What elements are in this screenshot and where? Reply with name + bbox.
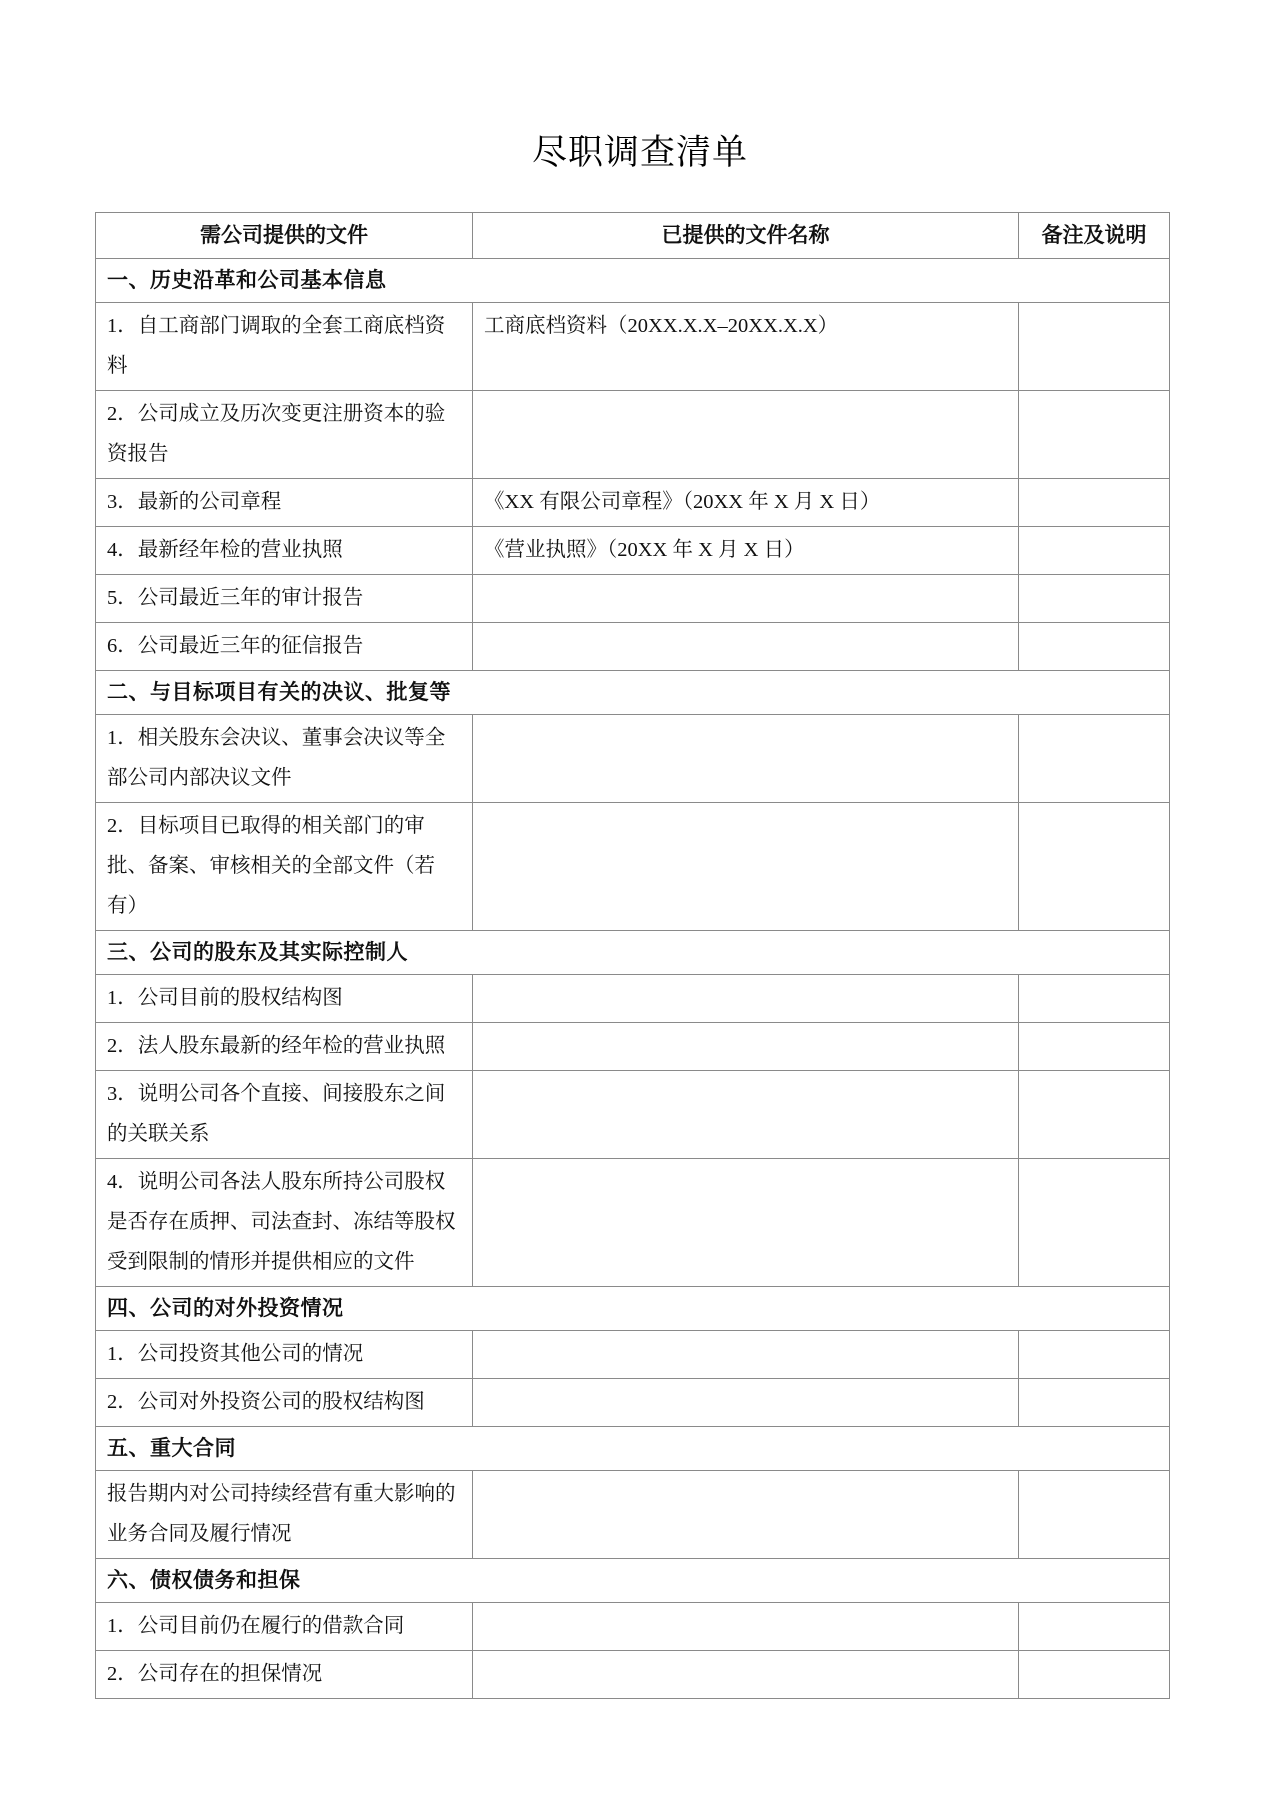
required-document-label: 4．最新经年检的营业执照 [107,539,343,561]
table-section-heading-cell [96,1559,1170,1603]
required-document-label: 2．公司对外投资公司的股权结构图 [107,1391,425,1413]
provided-document-name-value[interactable] [473,1159,1018,1286]
required-document-label: 4．说明公司各法人股东所持公司股权是否存在质押、司法查封、冻结等股权受到限制的情形并提供相应的文件 [107,1171,456,1273]
table-cell-required-document [96,1023,473,1071]
table-row [96,1331,1170,1379]
table-cell-remark[interactable] [1019,1023,1170,1071]
table-row [96,623,1170,671]
provided-document-name-value[interactable] [473,975,1018,1022]
table-cell-remark[interactable] [1019,479,1170,527]
table-cell-provided-document-name[interactable] [473,479,1019,527]
table-cell-required-document [96,1379,473,1427]
table-cell-required-document [96,1331,473,1379]
empty-line [484,1606,1007,1646]
table-section-row [96,671,1170,715]
table-section-heading-cell [96,931,1170,975]
table-cell-remark[interactable] [1019,391,1170,479]
table-cell-provided-document-name[interactable] [473,1651,1019,1699]
table-row [96,575,1170,623]
empty-line [484,578,1007,618]
table-cell-required-document [96,391,473,479]
empty-line [484,1114,1007,1154]
table-cell-provided-document-name[interactable] [473,623,1019,671]
table-cell-remark[interactable] [1019,527,1170,575]
provided-document-name-value[interactable] [473,1023,1018,1070]
remark-value[interactable] [1019,1023,1169,1054]
provided-document-name-value[interactable] [473,391,1018,478]
provided-document-name-value[interactable] [473,1071,1018,1158]
required-document-label: 报告期内对公司持续经营有重大影响的业务合同及履行情况 [107,1483,456,1545]
empty-line [484,846,1007,886]
column-header-required-documents [96,213,473,259]
table-cell-provided-document-name[interactable] [473,391,1019,479]
empty-line [484,1474,1007,1514]
table-cell-provided-document-name[interactable] [473,1471,1019,1559]
empty-line [484,1334,1007,1374]
remark-value[interactable] [1019,391,1169,422]
provided-document-name-value[interactable] [473,575,1018,622]
table-cell-required-document [96,1603,473,1651]
table-cell-required-document [96,803,473,931]
table-section-heading-cell [96,671,1170,715]
empty-line [484,1242,1007,1282]
empty-line [484,1074,1007,1114]
due-diligence-table-wrapper [95,212,1169,1699]
column-header-provided-document-names-label: 已提供的文件名称 [661,223,830,247]
table-cell-required-document [96,303,473,391]
empty-line [484,718,1007,758]
empty-line [484,1654,1007,1694]
table-cell-remark[interactable] [1019,1603,1170,1651]
table-row [96,303,1170,391]
remark-value[interactable] [1019,1471,1169,1502]
provided-document-name-value[interactable] [473,623,1018,670]
table-section-heading-label: 六、债权债务和担保 [107,1568,301,1592]
remark-value[interactable] [1019,715,1169,746]
table-cell-provided-document-name[interactable] [473,527,1019,575]
empty-line [484,1162,1007,1202]
empty-line [484,394,1007,434]
table-cell-provided-document-name[interactable] [473,803,1019,931]
table-cell-remark[interactable] [1019,803,1170,931]
table-section-heading-label: 五、重大合同 [107,1436,236,1460]
remark-value[interactable] [1019,1651,1169,1682]
table-row [96,1023,1170,1071]
provided-document-name-value[interactable]: 工商底档资料（20XX.X.X–20XX.X.X） [484,315,839,337]
table-section-heading-label: 二、与目标项目有关的决议、批复等 [107,680,451,704]
table-cell-required-document [96,479,473,527]
table-row [96,715,1170,803]
page-title: 尽职调查清单 [531,133,748,172]
table-section-heading-label: 四、公司的对外投资情况 [107,1296,344,1320]
required-document-label: 3．最新的公司章程 [107,491,282,513]
required-document-label: 1．公司目前仍在履行的借款合同 [107,1615,405,1637]
table-row [96,975,1170,1023]
table-cell-remark[interactable] [1019,1379,1170,1427]
table-cell-remark[interactable] [1019,1331,1170,1379]
table-section-row [96,1427,1170,1471]
required-document-label: 2．公司存在的担保情况 [107,1663,323,1685]
table-cell-remark[interactable] [1019,1071,1170,1159]
table-cell-remark[interactable] [1019,1651,1170,1699]
table-cell-remark[interactable] [1019,1159,1170,1287]
table-body [96,259,1170,1699]
table-cell-required-document [96,623,473,671]
table-cell-required-document [96,527,473,575]
table-section-row [96,259,1170,303]
remark-value[interactable] [1019,527,1169,558]
table-row [96,527,1170,575]
table-cell-provided-document-name[interactable] [473,303,1019,391]
table-cell-provided-document-name[interactable] [473,1071,1019,1159]
required-document-label: 2．目标项目已取得的相关部门的审批、备案、审核相关的全部文件（若有） [107,815,435,917]
required-document-label: 1．自工商部门调取的全套工商底档资料 [107,315,446,377]
empty-line [484,978,1007,1018]
provided-document-name-value[interactable] [473,1331,1018,1378]
provided-document-name-value[interactable] [473,1651,1018,1698]
required-document-label: 2．法人股东最新的经年检的营业执照 [107,1035,446,1057]
remark-value[interactable] [1019,303,1169,334]
table-cell-provided-document-name[interactable] [473,1159,1019,1287]
table-head [96,213,1170,259]
empty-line [484,626,1007,666]
table-section-row [96,931,1170,975]
table-row [96,1471,1170,1559]
due-diligence-table [95,212,1170,1699]
remark-value[interactable] [1019,1379,1169,1410]
column-header-required-documents-label: 需公司提供的文件 [200,223,368,247]
remark-value[interactable] [1019,1603,1169,1634]
table-cell-required-document [96,575,473,623]
table-section-row [96,1559,1170,1603]
required-document-label: 1．相关股东会决议、董事会决议等全部公司内部决议文件 [107,727,446,789]
table-row [96,1159,1170,1287]
table-cell-remark[interactable] [1019,623,1170,671]
table-cell-required-document [96,715,473,803]
table-cell-remark[interactable] [1019,1471,1170,1559]
empty-line [484,806,1007,846]
table-section-heading-cell [96,1427,1170,1471]
provided-document-name-value[interactable] [473,803,1018,890]
table-cell-remark[interactable] [1019,575,1170,623]
table-section-heading-label: 三、公司的股东及其实际控制人 [107,940,408,964]
table-cell-remark[interactable] [1019,715,1170,803]
provided-document-name-value[interactable] [473,1471,1018,1558]
table-section-heading-cell [96,259,1170,303]
empty-line [484,758,1007,798]
table-section-heading-label: 一、历史沿革和公司基本信息 [107,268,387,292]
table-cell-remark[interactable] [1019,303,1170,391]
remark-value[interactable] [1019,479,1169,510]
table-cell-provided-document-name[interactable] [473,575,1019,623]
provided-document-name-value[interactable]: 《XX 有限公司章程》（20XX 年 X 月 X 日） [484,491,881,513]
table-cell-required-document [96,1471,473,1559]
provided-document-name-value[interactable] [473,1603,1018,1650]
empty-line [484,1514,1007,1554]
empty-line [484,1382,1007,1422]
table-header-row [96,213,1170,259]
remark-value[interactable] [1019,975,1169,1006]
remark-value[interactable] [1019,1071,1169,1102]
table-row [96,1071,1170,1159]
table-cell-provided-document-name[interactable] [473,715,1019,803]
required-document-label: 5．公司最近三年的审计报告 [107,587,364,609]
table-cell-required-document [96,1159,473,1287]
table-row [96,1603,1170,1651]
table-cell-provided-document-name[interactable] [473,1603,1019,1651]
required-document-label: 1．公司目前的股权结构图 [107,987,343,1009]
table-row [96,479,1170,527]
empty-line [484,1026,1007,1066]
table-cell-required-document [96,1071,473,1159]
table-section-row [96,1287,1170,1331]
table-section-heading-cell [96,1287,1170,1331]
required-document-label: 1．公司投资其他公司的情况 [107,1343,364,1365]
provided-document-name-value[interactable] [473,1379,1018,1426]
table-cell-provided-document-name[interactable] [473,1379,1019,1427]
column-header-remarks [1019,213,1170,259]
column-header-remarks-label: 备注及说明 [1041,223,1147,247]
table-cell-provided-document-name[interactable] [473,1023,1019,1071]
provided-document-name-value[interactable]: 《营业执照》（20XX 年 X 月 X 日） [484,539,805,561]
column-header-provided-document-names [473,213,1019,259]
remark-value[interactable] [1019,575,1169,606]
table-row [96,391,1170,479]
table-row [96,803,1170,931]
table-cell-remark[interactable] [1019,975,1170,1023]
table-cell-required-document [96,1651,473,1699]
table-row [96,1651,1170,1699]
provided-document-name-value[interactable] [473,715,1018,802]
empty-line [484,1202,1007,1242]
required-document-label: 6．公司最近三年的征信报告 [107,635,364,657]
table-cell-provided-document-name[interactable] [473,975,1019,1023]
remark-value[interactable] [1019,623,1169,654]
table-row [96,1379,1170,1427]
remark-value[interactable] [1019,1159,1169,1190]
empty-line [484,434,1007,474]
table-cell-required-document [96,975,473,1023]
remark-value[interactable] [1019,803,1169,834]
required-document-label: 3．说明公司各个直接、间接股东之间的关联关系 [107,1083,446,1145]
required-document-label: 2．公司成立及历次变更注册资本的验资报告 [107,403,446,465]
remark-value[interactable] [1019,1331,1169,1362]
table-cell-provided-document-name[interactable] [473,1331,1019,1379]
